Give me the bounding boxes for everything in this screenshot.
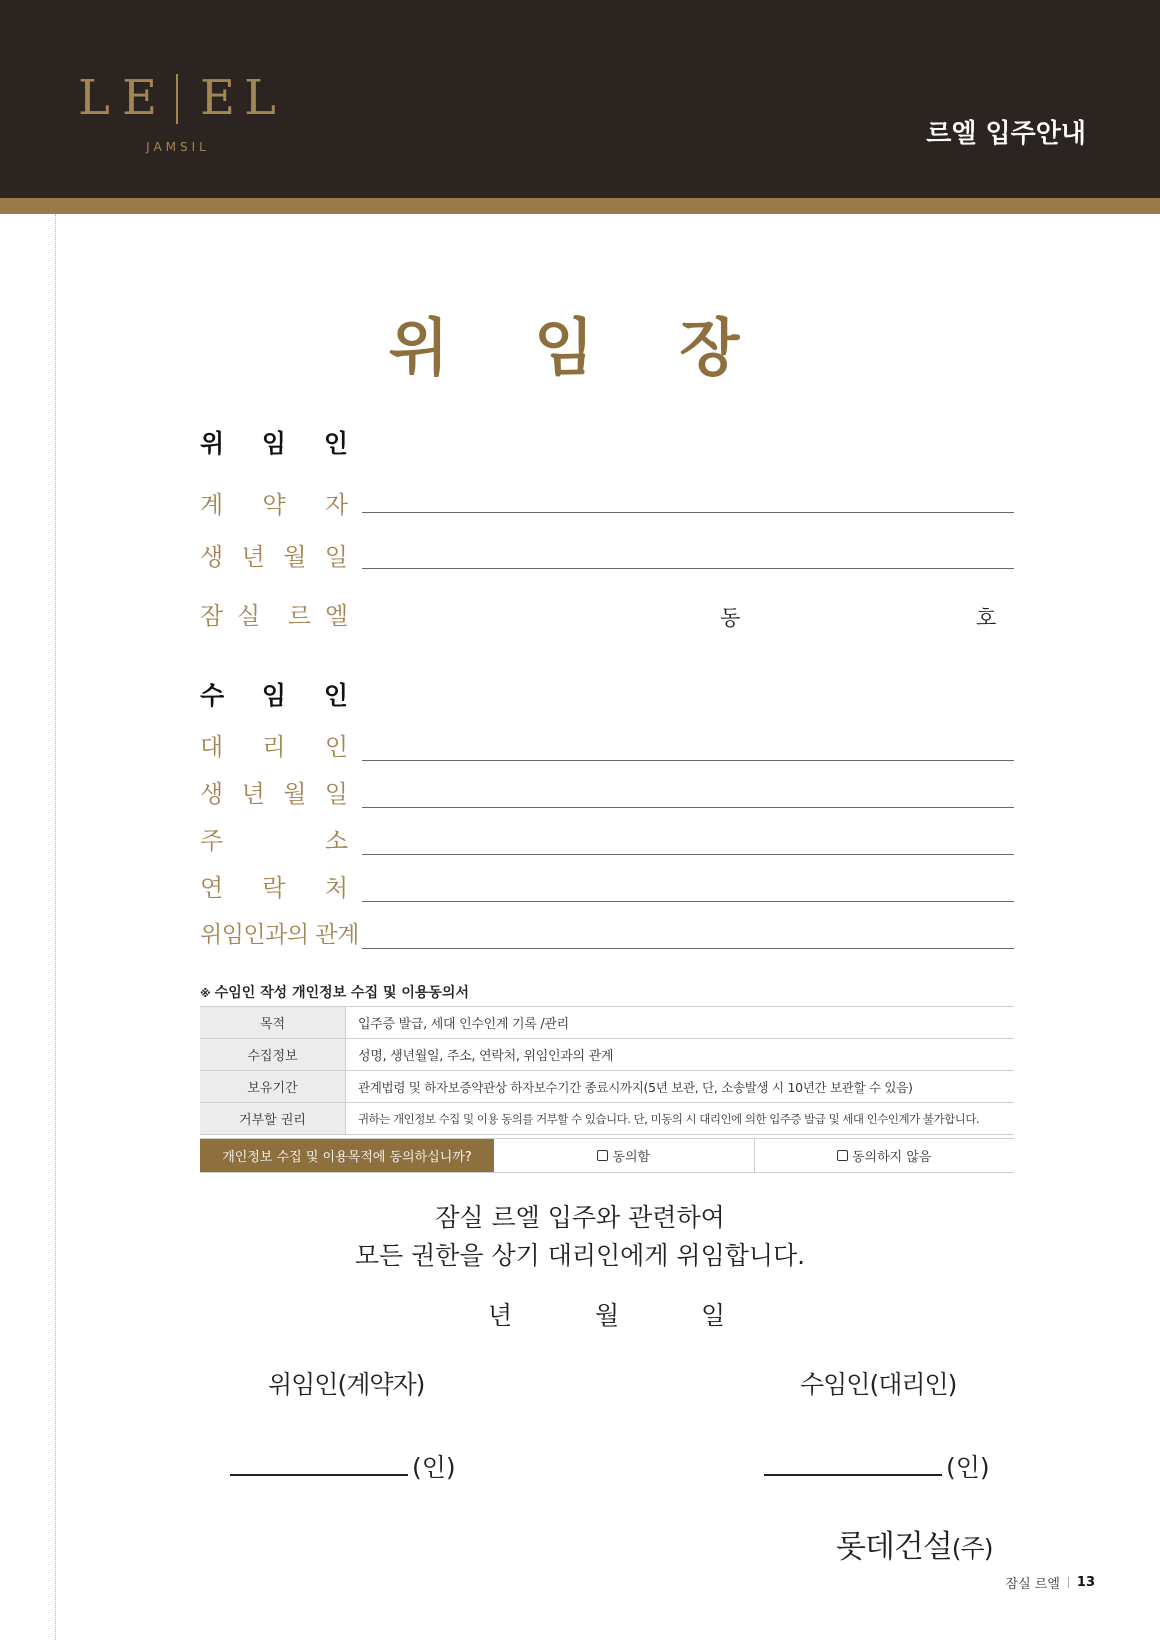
page-footer: [1006, 1573, 1095, 1592]
date-year: 년: [488, 1301, 513, 1330]
relation-label: 위임인과의 관계: [200, 922, 359, 948]
dong-label: 동: [720, 606, 741, 630]
consent-table: [200, 1006, 1014, 1135]
signer-right-signature-field[interactable]: [764, 1474, 942, 1476]
delegate-address-field[interactable]: [362, 854, 1014, 855]
leel-logo: L E E L: [78, 70, 276, 126]
header-banner: [0, 0, 1160, 198]
contractor-field[interactable]: [362, 512, 1014, 513]
signer-right-label: 수임인(대리인): [800, 1370, 957, 1399]
consent-key-refusal: 거부할 권리: [200, 1103, 346, 1135]
delegator-birth-field[interactable]: [362, 568, 1014, 569]
consent-key-purpose: 목적: [200, 1007, 346, 1039]
footer-label: 잠실 르엘: [1005, 1577, 1060, 1592]
date-month: 월: [595, 1301, 620, 1330]
table-row: [200, 1039, 1014, 1071]
agree-label: 동의함: [612, 1150, 651, 1165]
delegator-birth-label: 생 년 월 일: [200, 543, 348, 571]
signer-right-seal: (인): [946, 1453, 990, 1482]
disagree-option[interactable]: [754, 1139, 1015, 1172]
header-gold-stripe: [0, 198, 1160, 214]
delegate-birth-field[interactable]: [362, 807, 1014, 808]
contact-label: 연 락 처: [200, 874, 348, 902]
delegate-birth-label: 생 년 월 일: [200, 780, 348, 808]
company-name: 롯데건설(주): [836, 1529, 993, 1565]
agent-label: 대 리 인: [200, 733, 348, 761]
consent-value-collected: 성명, 생년월일, 주소, 연락처, 위임인과의 관계: [346, 1039, 1015, 1071]
delegate-address-label: 주 소: [200, 827, 348, 855]
consent-value-retention: 관계법령 및 하자보증약관상 하자보수기간 종료시까지(5년 보관, 단, 소송발생 시 10년간 보관할 수 있음): [346, 1071, 1015, 1103]
consent-question: 개인정보 수집 및 이용목적에 동의하십니까?: [200, 1139, 494, 1172]
delegate-heading: 수 임 인: [200, 681, 348, 710]
ho-label: 호: [976, 606, 997, 630]
consent-key-collected: 수집정보: [200, 1039, 346, 1071]
consent-key-retention: 보유기간: [200, 1071, 346, 1103]
agree-option[interactable]: [494, 1139, 754, 1172]
date-day: 일: [701, 1301, 726, 1330]
delegator-heading: 위 임 인: [200, 429, 348, 458]
statement-line-1: 잠실 르엘 입주와 관련하여: [435, 1203, 725, 1232]
table-row: [200, 1007, 1014, 1039]
relation-field[interactable]: [362, 948, 1014, 949]
consent-value-purpose: 입주증 발급, 세대 인수인계 기록 /관리: [346, 1007, 1015, 1039]
footer-separator: [1068, 1577, 1069, 1588]
consent-heading: ※ 수임인 작성 개인정보 수집 및 이용동의서: [200, 985, 469, 1001]
statement-line-2: 모든 권한을 상기 대리인에게 위임합니다.: [354, 1241, 806, 1270]
signer-left-seal: (인): [412, 1453, 456, 1482]
agree-checkbox[interactable]: [597, 1150, 608, 1161]
signer-left-label: 위임인(계약자): [268, 1370, 425, 1399]
page-number: 13: [1076, 1575, 1095, 1590]
consent-value-refusal: 귀하는 개인정보 수집 및 이용 동의를 거부할 수 있습니다. 단, 미동의 시 대리인에 의한 입주증 발급 및 세대 인수인계가 불가합니다.: [346, 1103, 1015, 1135]
logo-subtitle: JAMSIL: [146, 140, 210, 154]
header-title: 르엘 입주안내: [926, 119, 1086, 149]
table-row: [200, 1071, 1014, 1103]
agent-field[interactable]: [362, 760, 1014, 761]
binding-dotted-line: [55, 214, 56, 1640]
consent-question-row: [200, 1138, 1014, 1173]
contact-field[interactable]: [362, 901, 1014, 902]
table-row: [200, 1103, 1014, 1135]
signer-left-signature-field[interactable]: [230, 1474, 408, 1476]
contractor-label: 계 약 자: [200, 491, 348, 519]
document-title: 위 임 장: [388, 311, 772, 384]
delegator-address-label: 잠 실 르 엘: [200, 602, 348, 630]
disagree-checkbox[interactable]: [837, 1150, 848, 1161]
disagree-label: 동의하지 않음: [852, 1150, 932, 1165]
